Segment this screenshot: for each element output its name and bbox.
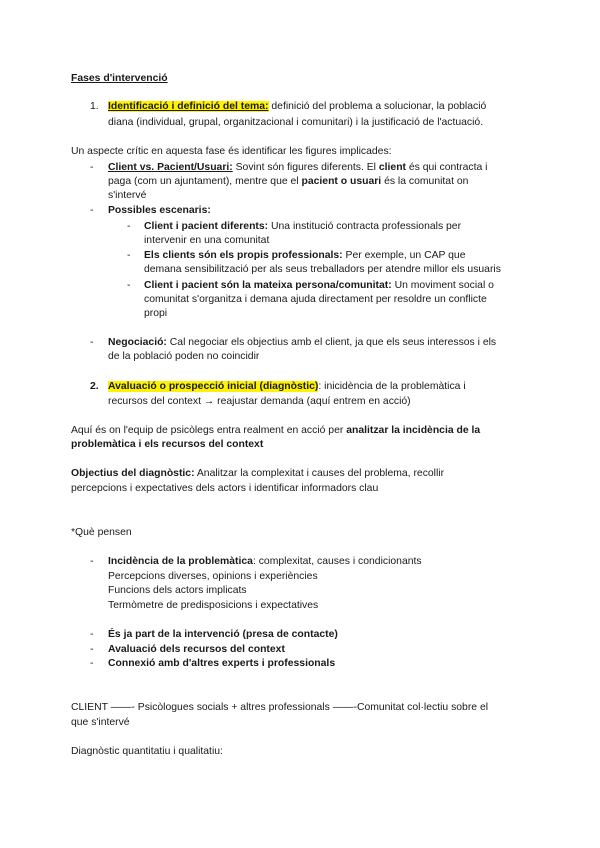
scenario-1-label: Client i pacient diferents: — [144, 221, 269, 232]
scenario-2-text-a: Per exemple, un CAP que — [342, 250, 466, 261]
dash-bullet: - — [90, 644, 94, 655]
client-vs-line-1 — [108, 161, 487, 175]
scenario-2-line-2: demana sensibilització per als seus treballadors per atendre millor els usuaris — [144, 264, 501, 275]
scenario-1-text-a: Una institució contracta professionals per — [268, 221, 462, 232]
scenario-1-line-1 — [144, 220, 461, 234]
incidencia-sub-3: Termòmetre de predisposicions i expectatives — [108, 600, 319, 611]
item1-heading: Identificació i definició del tema: — [108, 101, 269, 112]
item2-heading: Avaluació o prospecció inicial (diagnòstic) — [108, 381, 319, 392]
scenario-1-line-2: intervenir en una comunitat — [144, 235, 270, 246]
escenaris-label: Possibles escenaris: — [108, 205, 211, 216]
objectius-text-a: Analitzar la complexitat i causes del problema, recollir — [194, 468, 445, 479]
dash-bullet: - — [90, 337, 94, 348]
scenario-2-line-1 — [144, 249, 465, 263]
client-vs-t3: paga (com un ajuntament), mentre que el — [108, 176, 302, 187]
scenario-3-line-3: propi — [144, 308, 168, 319]
item1-text-b: diana (individual, grupal, organitzacional i comunitari) i la justificació de l'actuació. — [108, 117, 484, 128]
scenario-2-label: Els clients són els propis professionals: — [144, 250, 343, 261]
list-number-1: 1. — [90, 101, 99, 112]
que-pensen: *Què pensen — [71, 527, 132, 538]
dash-bullet: - — [90, 658, 94, 669]
dash-bullet: - — [127, 280, 131, 291]
negociacio-label: Negociació: — [108, 337, 167, 348]
dash-bullet: - — [127, 250, 131, 261]
client-vs-b1: client — [378, 162, 406, 173]
incidencia-text-a: : complexitat, causes i condicionants — [252, 556, 422, 567]
negociacio-line-1 — [108, 336, 496, 350]
client-line-2: que s'intervé — [71, 717, 130, 728]
objectius-line-2: percepcions i expectatives dels actors i identificar informadors clau — [71, 483, 379, 494]
dash-bullet: - — [90, 162, 94, 173]
client-vs-t4: és la comunitat on — [381, 176, 469, 187]
aqui-line-1 — [71, 424, 480, 438]
dash-bullet: - — [90, 629, 94, 640]
client-vs-b2: pacient o usuari — [301, 176, 382, 187]
aqui-bold-a: analitzar la incidència de la — [346, 425, 481, 436]
dash-bullet: - — [127, 221, 131, 232]
item1-line-1 — [108, 100, 486, 114]
scenario-3-line-2: comunitat s'organitza i demana ajuda directament per resoldre un conflicte — [144, 294, 487, 305]
incidencia-line-1 — [108, 555, 422, 569]
client-line-1: CLIENT ——- Psicòlogues socials + altres professionals ——-Comunitat col·lectiu sobre el — [71, 702, 489, 713]
scenario-3-label: Client i pacient són la mateixa persona/comunitat: — [144, 280, 392, 291]
client-vs-t2: és qui contracta i — [406, 162, 488, 173]
scenario-3-line-1 — [144, 279, 494, 293]
list-number-2: 2. — [90, 381, 99, 392]
incidencia-label: Incidència de la problemàtica — [108, 556, 253, 567]
client-vs-label: Client vs. Pacient/Usuari: — [108, 162, 233, 173]
item2-text-a: : inicidència de la problemàtica i — [318, 381, 466, 392]
objectius-label: Objectius del diagnòstic: — [71, 468, 195, 479]
diagnostic-line: Diagnòstic quantitatiu i qualitatiu: — [71, 746, 223, 757]
bold-list-item-3: Connexió amb d'altres experts i professionals — [108, 658, 336, 669]
incidencia-sub-2: Funcions dels actors implicats — [108, 585, 247, 596]
item2-line-1 — [108, 380, 466, 394]
objectius-line-1 — [71, 467, 444, 481]
item1-text-a: definició del problema a solucionar, la població — [268, 101, 487, 112]
aqui-text-a: Aquí és on l'equip de psicòlegs entra realment en acció per — [71, 425, 347, 436]
dash-bullet: - — [90, 556, 94, 567]
negociacio-line-2: de la població poden no coincidir — [108, 351, 260, 362]
client-vs-line-2 — [108, 175, 468, 189]
client-vs-line-3: s'intervé — [108, 190, 147, 201]
negociacio-text-a: Cal negociar els objectius amb el client, ja que els seus interessos i els — [166, 337, 497, 348]
incidencia-sub-1: Percepcions diverses, opinions i experiències — [108, 571, 318, 582]
scenario-3-text-a: Un moviment social o — [391, 280, 494, 291]
page-title: Fases d'intervenció — [71, 73, 168, 84]
dash-bullet: - — [90, 205, 94, 216]
bold-list-item-2: Avaluació dels recursos del context — [108, 644, 285, 655]
bold-list-item-1: És ja part de la intervenció (presa de contacte) — [108, 629, 338, 640]
client-vs-t1: Sovint són figures diferents. El — [232, 162, 379, 173]
item2-text-b: recursos del context → reajustar demanda (aquí entrem en acció) — [108, 396, 411, 407]
aqui-bold-b: problemàtica i els recursos del context — [71, 439, 264, 450]
aspect-intro: Un aspecte crític en aquesta fase és identificar les figures implicades: — [71, 146, 392, 157]
